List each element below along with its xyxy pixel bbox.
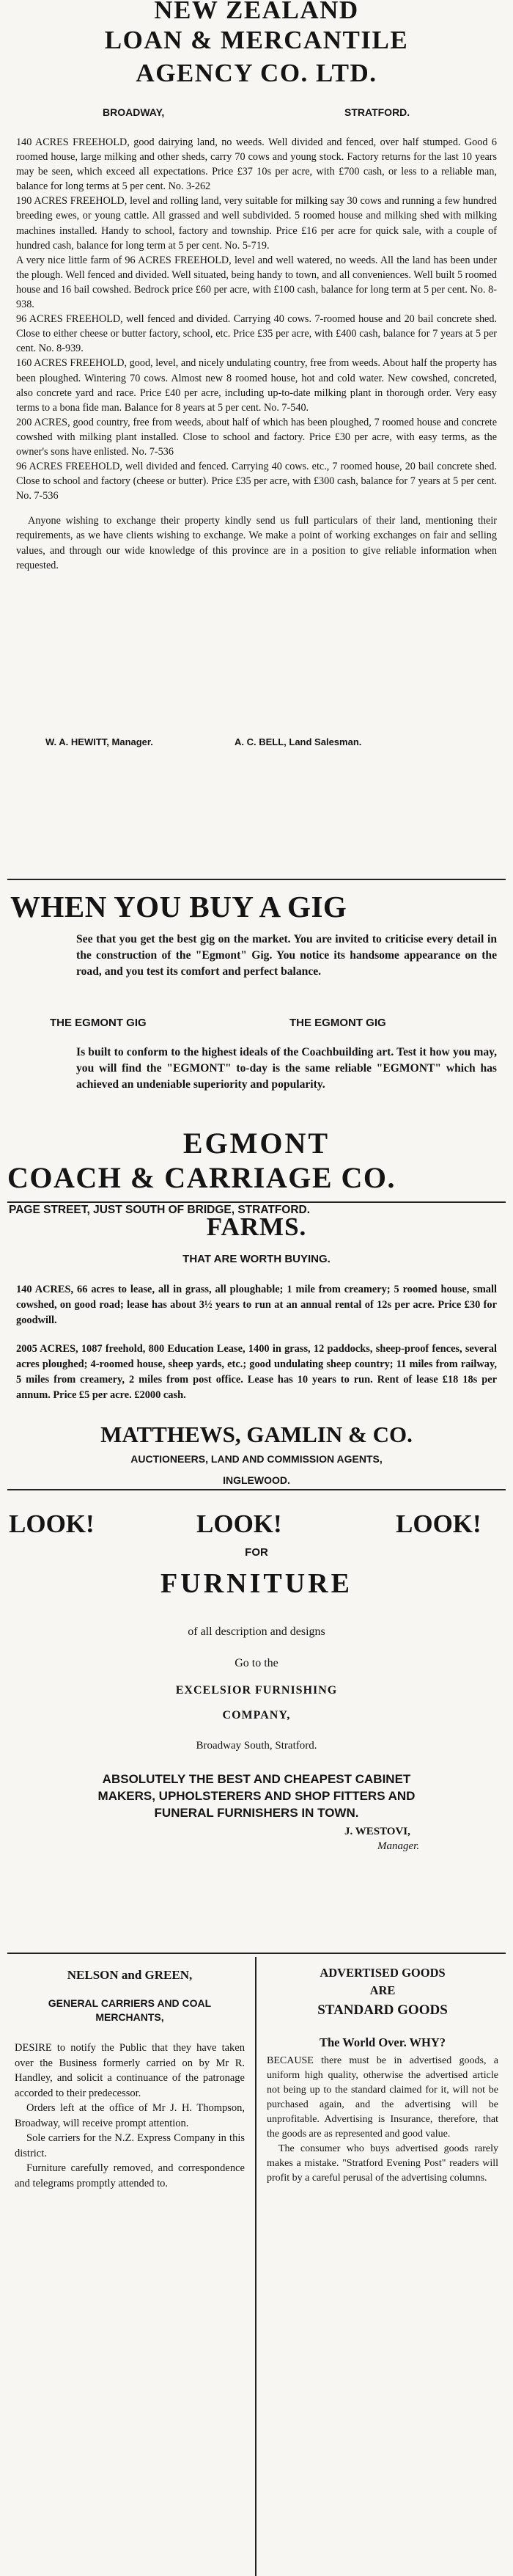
listing-item: 96 ACRES FREEHOLD, well divided and fenced. Carrying 40 cows. etc., 7 roomed house, 20 bail concrete shed. Close to school and factory (cheese or butter). Price £35 per acre, with £300 cash, balance for 7 years at 5 per cent. No. 7-536 (16, 461, 497, 502)
nz-loan-advert (0, 0, 513, 758)
listing-item: 190 ACRES FREEHOLD, level and rolling land, very suitable for milking say 30 cows and running a few hundred breeding ewes, or young cattle. All grassed and well subdivided. 5 roomed house and milking shed with milking machines installed. Handy to school, factory and township. Price £16 per acre for quick sale, with a couple of hundred cash, balance for long term at 5 per cent. No. 5-719. (16, 195, 497, 252)
listing-item: A very nice little farm of 96 ACRES FREEHOLD, level and well watered, no weeds. All the land has been under the plough. Well fenced and divided. Well situated, being handy to town, and all conveniences. Well built 5 roomed house and 16 bail cowshed. Bedrock price £60 per acre, with £100 cash, balance for long term at 5 per cent. No. 8-938. (16, 254, 497, 311)
furniture-line1: of all description and designs (188, 1625, 325, 1638)
furniture-line4: COMPANY, (222, 1709, 291, 1721)
furniture-manager-name: J. WESTOVI, (344, 1826, 410, 1837)
gig-company-line2: COACH & CARRIAGE CO. (7, 1161, 396, 1194)
adv-paragraph2: The consumer who buys advertised goods rarely makes a mistake. "Stratford Evening Post" readers will profit by a careful perusal of the advertising columns. (267, 2143, 498, 2184)
nz-loan-address-right: STRATFORD. (344, 106, 410, 118)
nz-loan-title-line1: NEW ZEALAND (154, 0, 359, 24)
nz-loan-closing: Anyone wishing to exchange their property kindly send us full particulars of their land, mentioning their requirements, as we have clients wishing to exchange. We make a point of working exchanges on fair and selling values, and through our wide knowledge of this province are in a position to give reliable information when requested. (16, 515, 497, 571)
gig-labels (0, 1005, 513, 1044)
gig-para1: See that you get the best gig on the market. You are invited to criticise every detail in the construction of the "Egmont" Gig. You notice its handsome appearance on the road, and you test its comfort and perfect balance. (76, 933, 497, 978)
nz-loan-address-left: BROADWAY, (103, 106, 165, 118)
nz-loan-listings (0, 135, 513, 736)
furniture-manager (0, 1821, 513, 1856)
gig-para2: Is built to conform to the highest ideals of the Coachbuilding art. Test it how you may, you will find the "EGMONT" to-day is the same reliable "EGMONT" which has achieved an undeniable superiority and popularity. (76, 1046, 497, 1091)
nelson-orders: Orders left at the office of Mr J. H. Thompson, Broadway, will receive prompt attention. (15, 2102, 245, 2129)
listing-item: 96 ACRES FREEHOLD, well fenced and divided. Carrying 40 cows. 7-roomed house and 20 bail concrete shed. Close to either cheese or butter factory, school, etc. Price £35 per acre, with £400 cash, balance for 7 years at 5 per cent. No. 8-939. (16, 313, 497, 355)
furniture-headline: FURNITURE (160, 1568, 353, 1599)
furniture-manager-title: Manager. (377, 1840, 420, 1852)
nz-loan-address (0, 89, 513, 135)
farms-headline: FARMS. (206, 1212, 307, 1241)
furniture-claim-line1: ABSOLUTELY THE BEST AND CHEAPEST CABINET (102, 1772, 411, 1786)
nz-loan-signatures (0, 736, 513, 758)
nelson-green-advert (0, 1957, 256, 2576)
nz-loan-manager: W. A. HEWITT, Manager. (45, 736, 153, 747)
bottom-two-column-ads (0, 1957, 513, 2576)
listing-item: 140 ACRES FREEHOLD, good dairying land, no weeds. Well divided and fenced, over half stumped. Good 6 roomed house, large milking and other sheds, carry 70 cows and young stock. Factory returns for the last 10 years may be seen, which exceed all expectations. Price £37 10s per acre, with £700 cash, or less to a reliable man, balance for long terms at 5 per cent. No. 3-262 (16, 136, 497, 193)
adv-title2: ARE (369, 1983, 396, 1997)
farm-listing: 2005 ACRES, 1087 freehold, 800 Education Lease, 1400 in grass, 12 paddocks, sheep-proof fences, several acres ploughed; 4-roomed house, sheep yards, etc.; good undulating sheep country; 11 miles from railway, 5 miles from creamery, 2 miles from post office. Lease has 10 years to run. Rent of lease £18 18s per annum. Price £5 per acre. £2000 cash. (16, 1343, 497, 1401)
gig-headline: WHEN YOU BUY A GIG (10, 890, 347, 923)
farms-listings (0, 1282, 513, 1403)
look-line (0, 1496, 513, 1540)
egmont-gig-advert (0, 885, 513, 1225)
look-left: LOOK! (9, 1510, 95, 1538)
nelson-furniture: Furniture carefully removed, and correspondence and telegrams promptly attended to. (15, 2162, 245, 2189)
furniture-claim-line2: MAKERS, UPHOLSTERERS AND SHOP FITTERS AND (97, 1789, 416, 1803)
nz-loan-title-line2: LOAN & MERCANTILE (104, 26, 409, 54)
furniture-line3: EXCELSIOR FURNISHING (175, 1684, 338, 1697)
farms-advert (0, 1207, 513, 1494)
listing-item: 160 ACRES FREEHOLD, good, level, and nicely undulating country, free from weeds. About half the property has been ploughed. Wintering 70 cows. Almost new 8 roomed house, hot and cold water. New cowshed, concreted, also concrete yard and race. Price £40 per acre, including up-to-date milking plant in thorough order. Very easy terms to a bona fide man. Balance for 8 years at 5 per cent. No. 7-540. (16, 357, 497, 414)
listing-item: 200 ACRES, good country, free from weeds, about half of which has been ploughed, 7 roomed house and concrete cowshed with milking plant installed. Close to school and factory. Price £30 per acre, with easy terms, as the owner's sons have enlisted. No. 7-536 (16, 416, 497, 458)
divider (7, 1489, 506, 1490)
furniture-claim-line3: FUNERAL FURNISHERS IN TOWN. (154, 1806, 359, 1820)
farm-listing: 140 ACRES, 66 acres to lease, all in grass, all ploughable; 1 mile from creamery; 5 roomed house, small cowshed, on good road; lease has about 3½ years to run at an annual rental of 12s per acre. Price £30 for goodwill. (16, 1284, 497, 1326)
gig-company-line1: EGMONT (182, 1127, 331, 1160)
gig-label-left: THE EGMONT GIG (50, 1017, 147, 1029)
furniture-line2: Go to the (235, 1657, 278, 1669)
nelson-paragraph: DESIRE to notify the Public that they have taken over the Business formerly carried on by Mr R. Handley, and solicit a continuance of the patronage accorded to their predecessor. (15, 2042, 245, 2099)
nelson-subtitle: GENERAL CARRIERS AND COAL MERCHANTS, (48, 1997, 212, 2023)
look-center: LOOK! (196, 1510, 282, 1538)
advertised-goods-advert (256, 1957, 513, 2576)
look-right: LOOK! (396, 1510, 481, 1538)
divider (7, 879, 506, 880)
nelson-body (15, 2041, 245, 2191)
divider (7, 1201, 506, 1203)
nelson-title: NELSON and GREEN, (67, 1968, 193, 1982)
nz-loan-title-line3: AGENCY CO. LTD. (136, 59, 377, 87)
furniture-advert (0, 1496, 513, 1951)
adv-subtitle: The World Over. WHY? (319, 2035, 446, 2049)
farms-role: AUCTIONEERS, LAND AND COMMISSION AGENTS, (130, 1453, 383, 1465)
furniture-line5: Broadway South, Stratford. (196, 1740, 317, 1752)
nelson-agents: Sole carriers for the N.Z. Express Company in this district. (15, 2132, 245, 2159)
divider (7, 1953, 506, 1954)
adv-body (267, 2054, 498, 2186)
adv-title1: ADVERTISED GOODS (320, 1966, 446, 1980)
farms-subhead: THAT ARE WORTH BUYING. (182, 1253, 331, 1265)
farms-town: INGLEWOOD. (223, 1474, 290, 1486)
farms-company: MATTHEWS, GAMLIN & CO. (100, 1421, 413, 1447)
nz-loan-salesman: A. C. BELL, Land Salesman. (235, 736, 362, 747)
adv-paragraph: BECAUSE there must be in advertised goods, a uniform high quality, otherwise the advertised article not being up to the standard claimed for it, will not be purchased again, and the advertising will be unprofitable. Advertising is Insurance, therefore, that the goods are as represented and good value. (267, 2055, 498, 2140)
gig-address: PAGE STREET, JUST SOUTH OF BRIDGE, STRATFORD. (9, 1204, 311, 1216)
furniture-for: FOR (245, 1546, 268, 1559)
furniture-claim (0, 1771, 513, 1821)
adv-title3: STANDARD GOODS (317, 2002, 448, 2018)
gig-label-right: THE EGMONT GIG (289, 1017, 386, 1029)
